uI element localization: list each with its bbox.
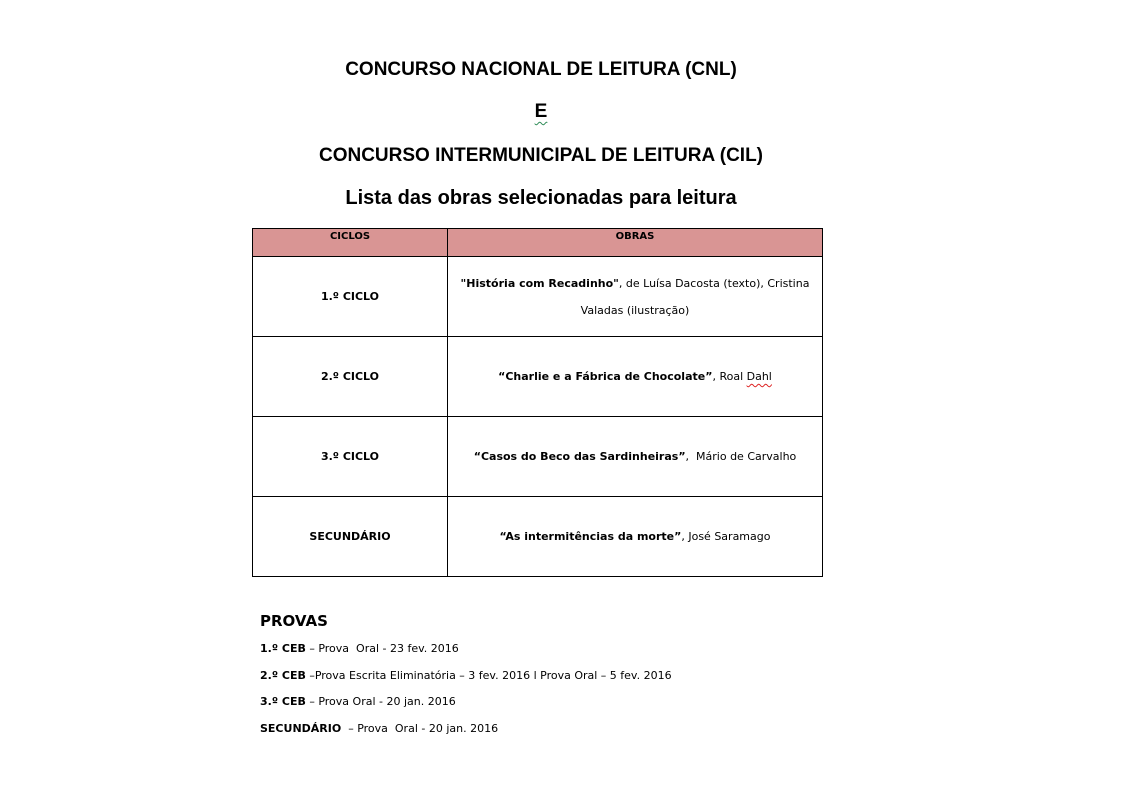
prova-level: 2.º CEB bbox=[260, 668, 306, 682]
header-ciclos: CICLOS bbox=[253, 229, 448, 257]
table-row bbox=[253, 337, 823, 417]
ciclo-cell: 3.º CICLO bbox=[253, 417, 448, 497]
author-flagged: Dahl bbox=[746, 370, 772, 383]
prova-level: SECUNDÁRIO bbox=[260, 721, 342, 735]
title-cil: CONCURSO INTERMUNICIPAL DE LEITURA (CIL) bbox=[318, 145, 764, 166]
table-row bbox=[253, 417, 823, 497]
prova-level: 3.º CEB bbox=[260, 695, 306, 708]
prova-details: –Prova Escrita Eliminatória – 3 fev. 2016 l Prova Oral – 5 fev. 2016 bbox=[305, 668, 672, 682]
works-table bbox=[252, 228, 823, 577]
ciclo-cell: 1.º CICLO bbox=[253, 257, 448, 337]
obra-cell bbox=[448, 497, 823, 577]
prova-details: – Prova Oral - 23 fev. 2016 bbox=[305, 642, 459, 655]
obra-cell bbox=[448, 257, 823, 337]
conjunction-text: E bbox=[534, 101, 548, 122]
book-title: “As intermitências da morte” bbox=[499, 530, 682, 543]
header-obras: OBRAS bbox=[448, 229, 823, 257]
ciclo-cell: 2.º CICLO bbox=[253, 337, 448, 417]
prova-details: – Prova Oral - 20 jan. 2016 bbox=[305, 695, 456, 708]
book-credits: , de Luísa Dacosta (texto), Cristina Valadas (ilustração) bbox=[580, 276, 810, 317]
book-title: "História com Recadinho" bbox=[460, 276, 619, 290]
prova-item bbox=[260, 695, 672, 722]
table-header-row bbox=[253, 229, 823, 257]
book-title: “Charlie e a Fábrica de Chocolate” bbox=[498, 370, 713, 383]
book-credits: , Roal bbox=[712, 370, 747, 383]
book-title: “Casos do Beco das Sardinheiras” bbox=[473, 450, 686, 463]
obra-cell bbox=[448, 337, 823, 417]
provas-heading: PROVAS bbox=[260, 612, 328, 630]
prova-details: – Prova Oral - 20 jan. 2016 bbox=[341, 721, 499, 735]
table-row bbox=[253, 257, 823, 337]
prova-item bbox=[260, 669, 672, 696]
provas-section bbox=[260, 612, 672, 748]
prova-item bbox=[260, 722, 672, 749]
book-credits: , José Saramago bbox=[681, 530, 771, 543]
title-cnl: CONCURSO NACIONAL DE LEITURA (CNL) bbox=[345, 59, 737, 80]
obra-cell bbox=[448, 417, 823, 497]
list-subtitle: Lista das obras selecionadas para leitura bbox=[345, 187, 737, 209]
table-row bbox=[253, 497, 823, 577]
prova-item bbox=[260, 642, 672, 669]
prova-level: 1.º CEB bbox=[260, 642, 306, 655]
ciclo-cell: SECUNDÁRIO bbox=[253, 497, 448, 577]
book-credits: , Mário de Carvalho bbox=[685, 450, 797, 463]
title-conjunction bbox=[0, 101, 1082, 123]
